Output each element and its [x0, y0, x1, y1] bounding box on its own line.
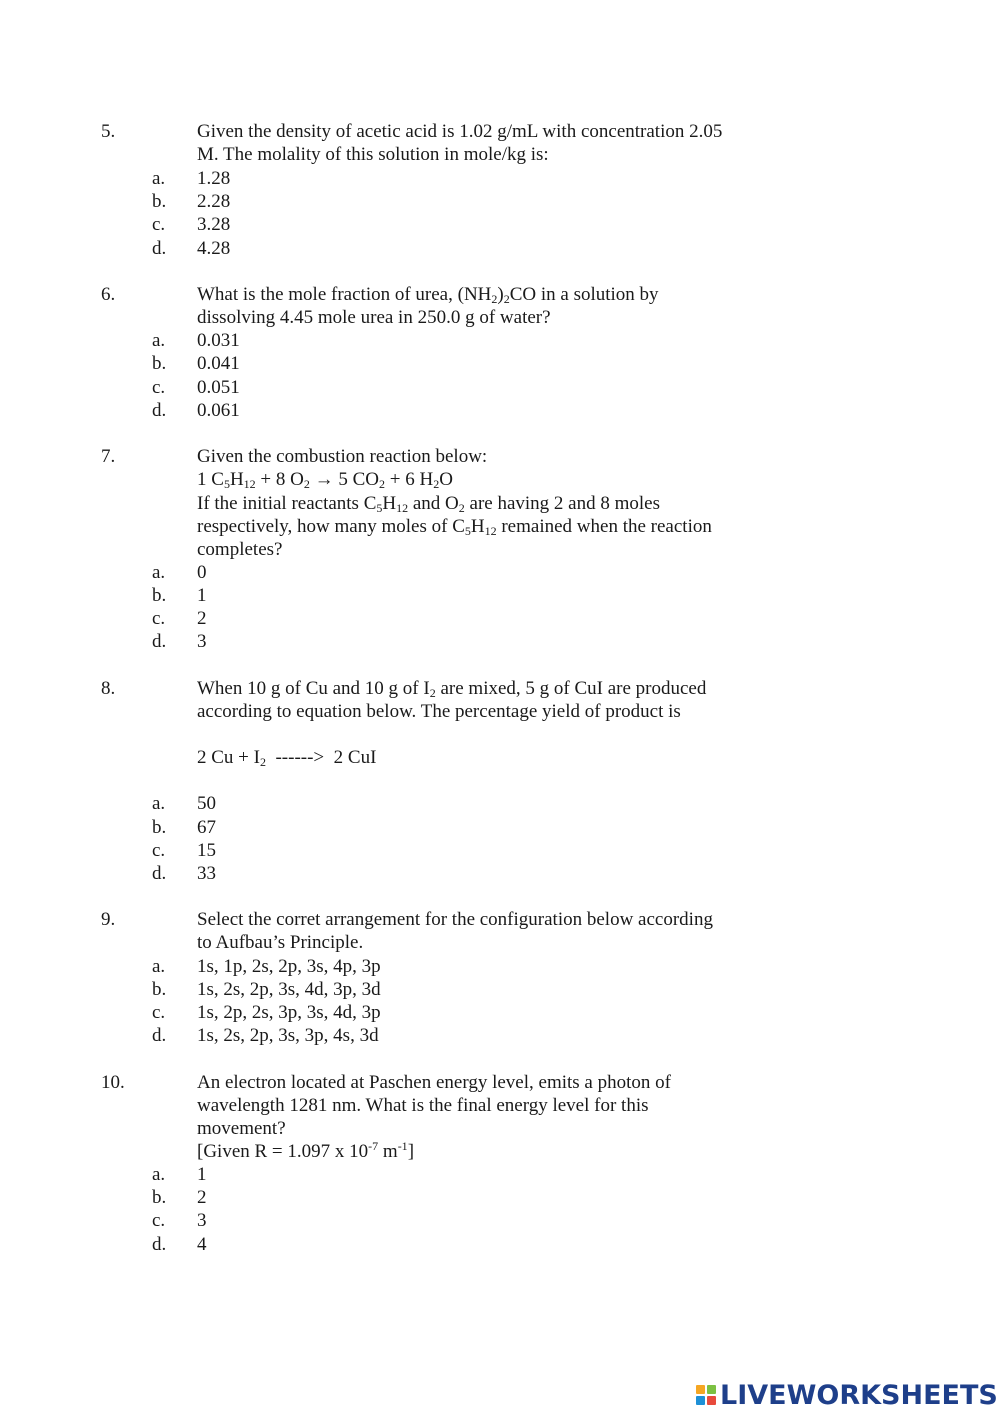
q7-option-letter: d. — [152, 631, 167, 652]
q6-option-letter: c. — [152, 377, 166, 398]
question-10-text-cont: movement? — [197, 1118, 286, 1139]
q10-option-letter: a. — [152, 1164, 166, 1185]
liveworksheets-brand[interactable] — [696, 1378, 998, 1412]
q10-option-value[interactable]: 3 — [197, 1210, 207, 1231]
question-6-text-cont: dissolving 4.45 mole urea in 250.0 g of water? — [197, 307, 551, 328]
question-6-text: What is the mole fraction of urea, $(NH_2)_2CO$ in a solution by — [197, 284, 659, 306]
q10-option-letter: b. — [152, 1187, 167, 1208]
q6-option-letter: d. — [152, 400, 167, 421]
liveworksheets-logo-icon — [696, 1385, 716, 1405]
q6-option-value[interactable]: 0.041 — [197, 353, 240, 374]
q9-option-value[interactable]: 1s, 1p, 2s, 2p, 3s, 4p, 3p — [197, 956, 381, 977]
q7-option-value[interactable]: 1 — [197, 585, 207, 606]
q8-option-letter: d. — [152, 863, 167, 884]
question-9-number: 9. — [101, 909, 116, 930]
question-9-text: Select the corret arrangement for the configuration below according — [197, 909, 713, 930]
q5-option-value[interactable]: 4.28 — [197, 238, 231, 259]
question-8-text-cont: according to equation below. The percentage yield of product is — [197, 701, 681, 722]
q9-option-value[interactable]: 1s, 2p, 2s, 3p, 3s, 4d, 3p — [197, 1002, 381, 1023]
q8-option-letter: a. — [152, 793, 166, 814]
q8-option-value[interactable]: 15 — [197, 840, 216, 861]
question-8-equation: 2 $Cu + I_2$ ------> 2 CuI — [197, 747, 377, 769]
question-5-number: 5. — [101, 121, 116, 142]
question-7-text-cont: respectively, how many moles of $C_5H_{12}$ remained when the reaction — [197, 516, 712, 538]
q9-option-value[interactable]: 1s, 2s, 2p, 3s, 3p, 4s, 3d — [197, 1025, 379, 1046]
q7-option-letter: b. — [152, 585, 167, 606]
q9-option-value[interactable]: 1s, 2s, 2p, 3s, 4d, 3p, 3d — [197, 979, 381, 1000]
question-7-number: 7. — [101, 446, 116, 467]
question-6-number: 6. — [101, 284, 116, 305]
q10-option-value[interactable]: 2 — [197, 1187, 207, 1208]
q6-option-letter: a. — [152, 330, 166, 351]
q7-option-letter: a. — [152, 562, 166, 583]
q8-option-value[interactable]: 67 — [197, 817, 216, 838]
q8-option-value[interactable]: 50 — [197, 793, 216, 814]
q6-option-letter: b. — [152, 353, 167, 374]
q7-option-letter: c. — [152, 608, 166, 629]
q10-option-letter: c. — [152, 1210, 166, 1231]
q6-option-value[interactable]: 0.031 — [197, 330, 240, 351]
q5-option-letter: c. — [152, 214, 166, 235]
brand-name: LIVEWORKSHEETS — [720, 1379, 998, 1411]
q5-option-letter: b. — [152, 191, 167, 212]
question-9-text-cont: to Aufbau’s Principle. — [197, 932, 364, 953]
q6-option-value[interactable]: 0.051 — [197, 377, 240, 398]
question-8-text: When 10 g of Cu and 10 g of $I_2$ are mixed, 5 g of CuI are produced — [197, 678, 707, 700]
q5-option-value[interactable]: 2.28 — [197, 191, 231, 212]
q7-option-value[interactable]: 0 — [197, 562, 207, 583]
q6-option-value[interactable]: 0.061 — [197, 400, 240, 421]
q5-option-letter: a. — [152, 168, 166, 189]
question-7-text: Given the combustion reaction below: — [197, 446, 488, 467]
question-10-text-cont: wavelength 1281 nm. What is the final energy level for this — [197, 1095, 649, 1116]
q5-option-value[interactable]: 1.28 — [197, 168, 231, 189]
question-7-text-cont: completes? — [197, 539, 283, 560]
q7-option-value[interactable]: 2 — [197, 608, 207, 629]
q9-option-letter: a. — [152, 956, 166, 977]
question-7-text-cont: If the initial reactants $C_5H_{12}$ and $O_2$ are having 2 and 8 moles — [197, 493, 661, 515]
q10-option-value[interactable]: 1 — [197, 1164, 207, 1185]
q10-option-letter: d. — [152, 1234, 167, 1255]
q9-option-letter: d. — [152, 1025, 167, 1046]
question-10-number: 10. — [101, 1072, 125, 1093]
q9-option-letter: b. — [152, 979, 167, 1000]
question-10-text: An electron located at Paschen energy level, emits a photon of — [197, 1072, 671, 1093]
q8-option-letter: b. — [152, 817, 167, 838]
question-5-text-cont: M. The molality of this solution in mole/kg is: — [197, 144, 549, 165]
q10-option-value[interactable]: 4 — [197, 1234, 207, 1255]
q5-option-letter: d. — [152, 238, 167, 259]
question-8-number: 8. — [101, 678, 116, 699]
question-7-equation: 1 $C_5H_{12} + 8$ $O_2 \to 5$ $CO_2 + 6$ $H_2O$ — [197, 469, 453, 491]
question-5-text: Given the density of acetic acid is 1.02 g/mL with concentration 2.05 — [197, 121, 723, 142]
question-10-given: [Given R = 1.097 x $10^{-7}$ $m^{-1}$] — [197, 1139, 415, 1162]
q8-option-letter: c. — [152, 840, 166, 861]
q7-option-value[interactable]: 3 — [197, 631, 207, 652]
q8-option-value[interactable]: 33 — [197, 863, 216, 884]
q9-option-letter: c. — [152, 1002, 166, 1023]
q5-option-value[interactable]: 3.28 — [197, 214, 231, 235]
